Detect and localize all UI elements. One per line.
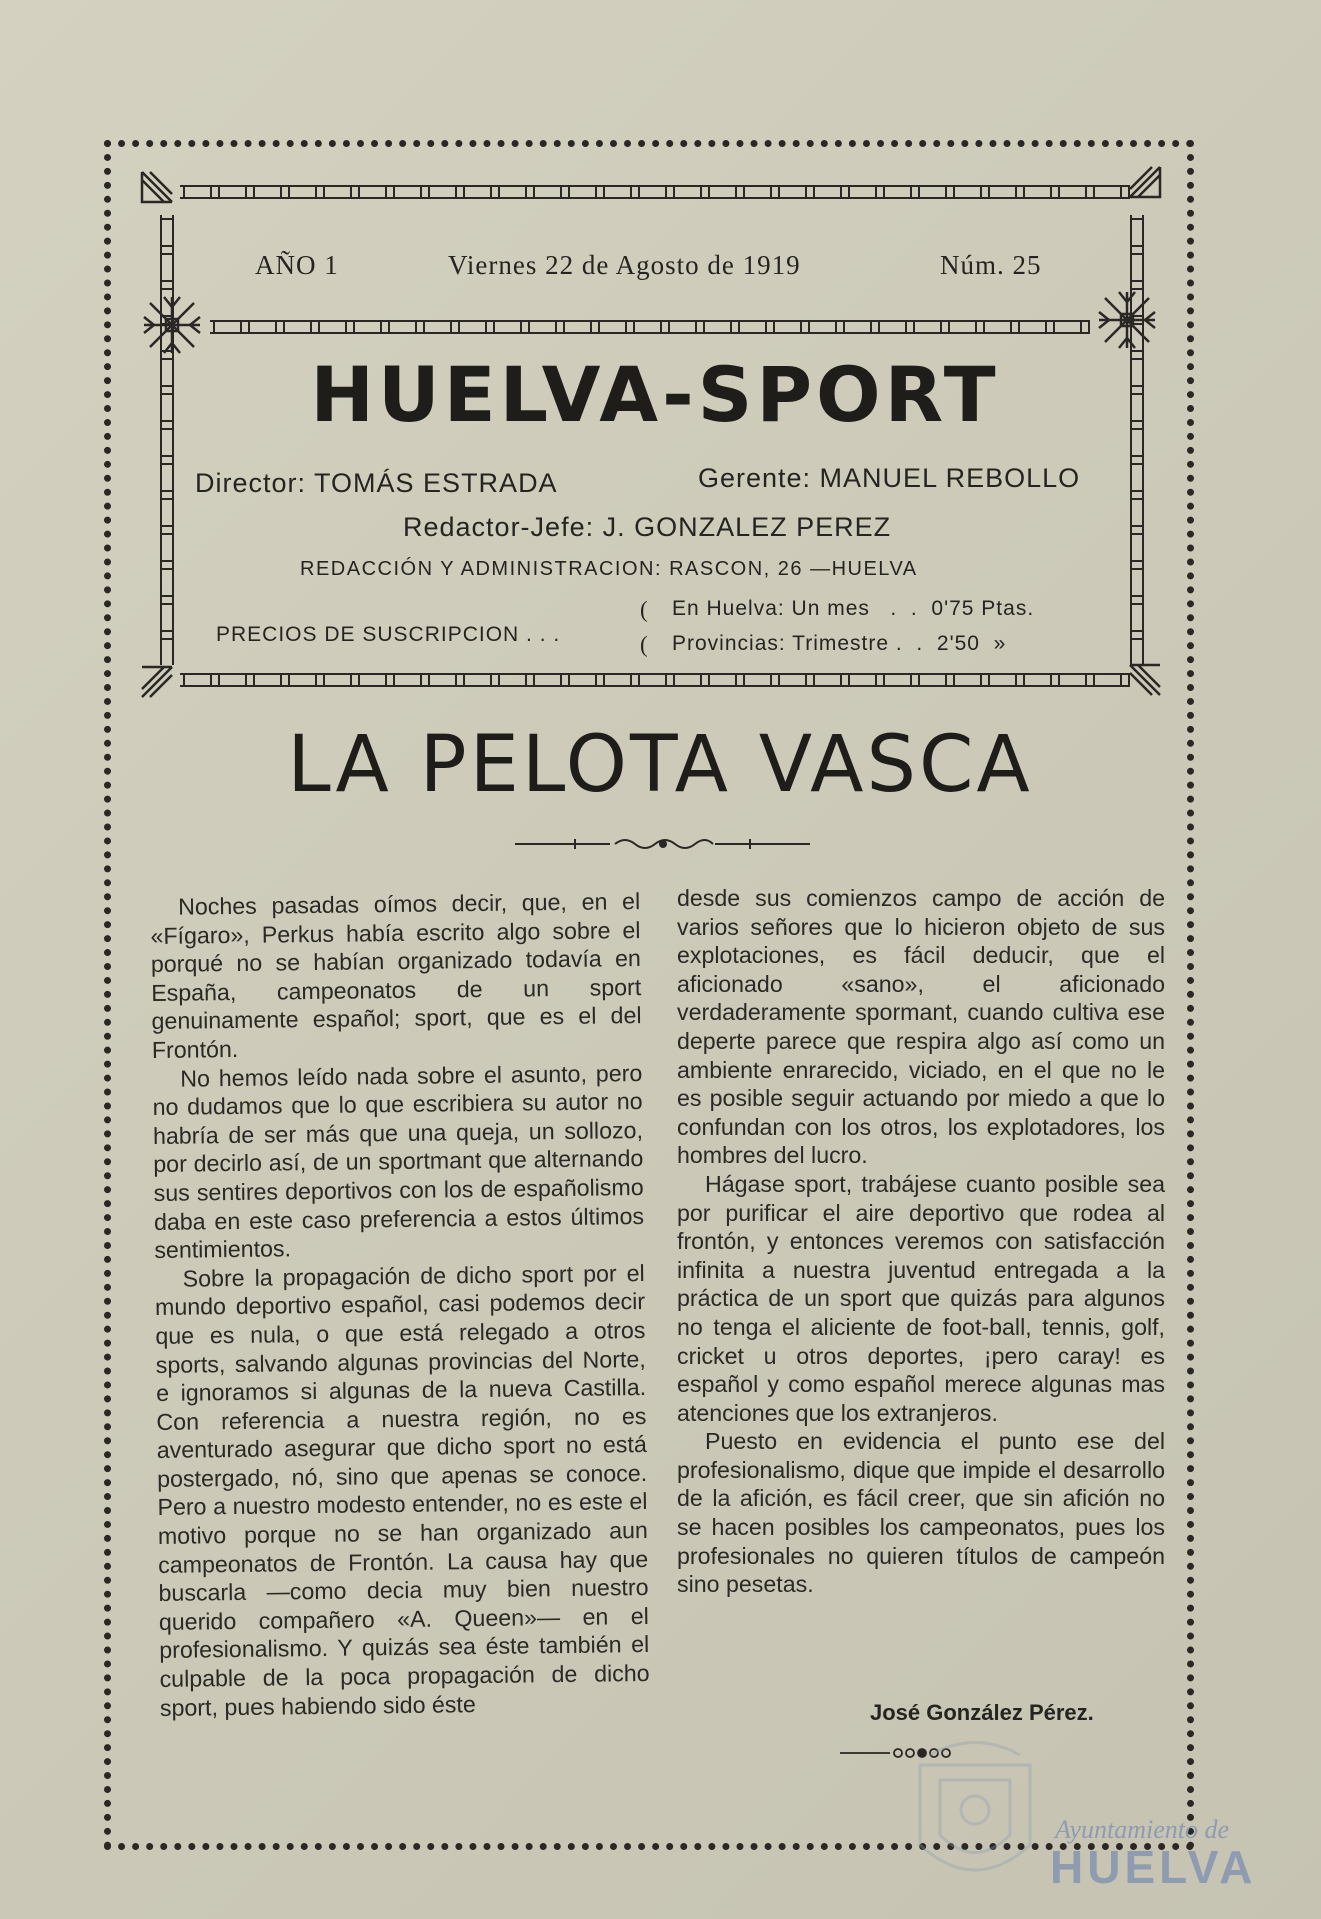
corner-ornament-icon bbox=[1128, 663, 1162, 697]
rosette-ornament-icon bbox=[140, 293, 204, 357]
corner-ornament-icon bbox=[1128, 165, 1162, 199]
price-huelva: En Huelva: Un mes . . 0'75 Ptas. bbox=[672, 597, 1035, 620]
watermark-line-2: HUELVA bbox=[1050, 1841, 1257, 1893]
director-line: Director: TOMÁS ESTRADA bbox=[195, 468, 558, 498]
issue-date: Viernes 22 de Agosto de 1919 bbox=[448, 250, 801, 280]
price-brace-top: ( bbox=[640, 597, 649, 622]
year-label: AÑO 1 bbox=[255, 250, 339, 280]
frame-chain-left bbox=[160, 215, 174, 665]
article-paragraph: Puesto en evidencia el punto ese del profesionalismo, dique que impide el desarrollo de la afición, es fácil creer, que sin afición no se hacen posibles los campeonatos, pues los profesionales no quieren títulos de campeón sino pesetas. bbox=[677, 1428, 1165, 1598]
corner-ornament-icon bbox=[140, 665, 174, 699]
article-paragraph: Sobre la propagación de dicho sport por el mundo deportivo español, casi podemos decir que es nula, o que está relegado a otros sports, salvando algunas provincias del Norte, e ignoramos si algunas de la nueva Castilla. Con referencia a nuestra región, no es aventurado asegurar que dicho sport no está postergado, nó, sino que apenas se conoce. Pero a nuestro modesto entender, no es este el motivo porque no se han organizado aun campeonatos de Frontón. La causa hay que buscarla —como decia muy bien nuestro querido compañero «A. Queen»— en el profesionalismo. Y quizás sea éste también el culpable de la poca propagación de dicho sport, pues habiendo sido éste bbox=[154, 1259, 650, 1721]
article-column-left bbox=[150, 887, 650, 1722]
price-provincias: Provincias: Trimestre . . 2'50 » bbox=[672, 632, 1007, 655]
article-paragraph: desde sus comienzos campo de acción de varios señores que lo hicieron objeto de sus explotaciones, es fácil deducir, que el aficionado «sano», el aficionado verdaderamente spormant, cuando cultiva ese deperte parece que respira algo así como un ambiente enrarecido, viciado, en el que no le es posible seguir actuando por miedo a que lo confundan con los otros, los explotadores, los hombres del lucro. bbox=[677, 885, 1165, 1169]
manager-line: Gerente: MANUEL REBOLLO bbox=[698, 463, 1081, 493]
watermark-line-1: Ayuntamiento de bbox=[1055, 1815, 1230, 1844]
address-line: REDACCIÓN Y ADMINISTRACION: RASCON, 26 —HUELVA bbox=[300, 558, 918, 580]
frame-chain-top bbox=[180, 185, 1130, 199]
masthead-title: HUELVA-SPORT bbox=[310, 350, 1000, 439]
frame-chain-bottom bbox=[180, 673, 1130, 687]
article-paragraph: No hemos leído nada sobre el asunto, pero no dudamos que lo que escribiera su autor no habría de ser más que una queja, un sollozo, por decirlo así, de un sportmant que alternando sus sentires deportivos con los de españolismo daba en este caso preferencia a estos últimos sentimientos. bbox=[152, 1059, 645, 1264]
rosette-ornament-icon bbox=[1095, 288, 1159, 352]
frame-chain-right bbox=[1130, 215, 1144, 665]
title-divider-ornament-icon bbox=[515, 833, 810, 855]
article-paragraph: Noches pasadas oímos decir, que, en el «Fígaro», Perkus había escrito algo sobre el porqué no se habían organizado todavía en España, campeonatos de un sport genuinamente español; sport, que es el del Frontón. bbox=[150, 888, 642, 1063]
issue-number: Núm. 25 bbox=[940, 250, 1042, 280]
price-brace-bottom: ( bbox=[640, 632, 649, 657]
corner-ornament-icon bbox=[140, 170, 174, 204]
article-title: LA PELOTA VASCA bbox=[287, 720, 1033, 810]
frame-chain-middle bbox=[210, 320, 1090, 334]
author-signature: José González Pérez. bbox=[870, 1700, 1094, 1725]
prices-label: PRECIOS DE SUSCRIPCION . . . bbox=[216, 623, 561, 646]
article-paragraph: Hágase sport, trabájese cuanto posible sea por purificar el aire deportivo que rodea al frontón, y entonces veremos con satisfacción infinita a nuestra juventud entregada a la práctica de un sport que quizás para algunos no tenga el aliciente de foot-ball, tennis, golf, cricket u otros deportes, ¡pero caray! es español y como español merece algunas mas atenciones que los extranjeros. bbox=[677, 1170, 1165, 1426]
article-column-right bbox=[677, 884, 1165, 1599]
editor-line: Redactor-Jefe: J. GONZALEZ PEREZ bbox=[403, 512, 892, 542]
